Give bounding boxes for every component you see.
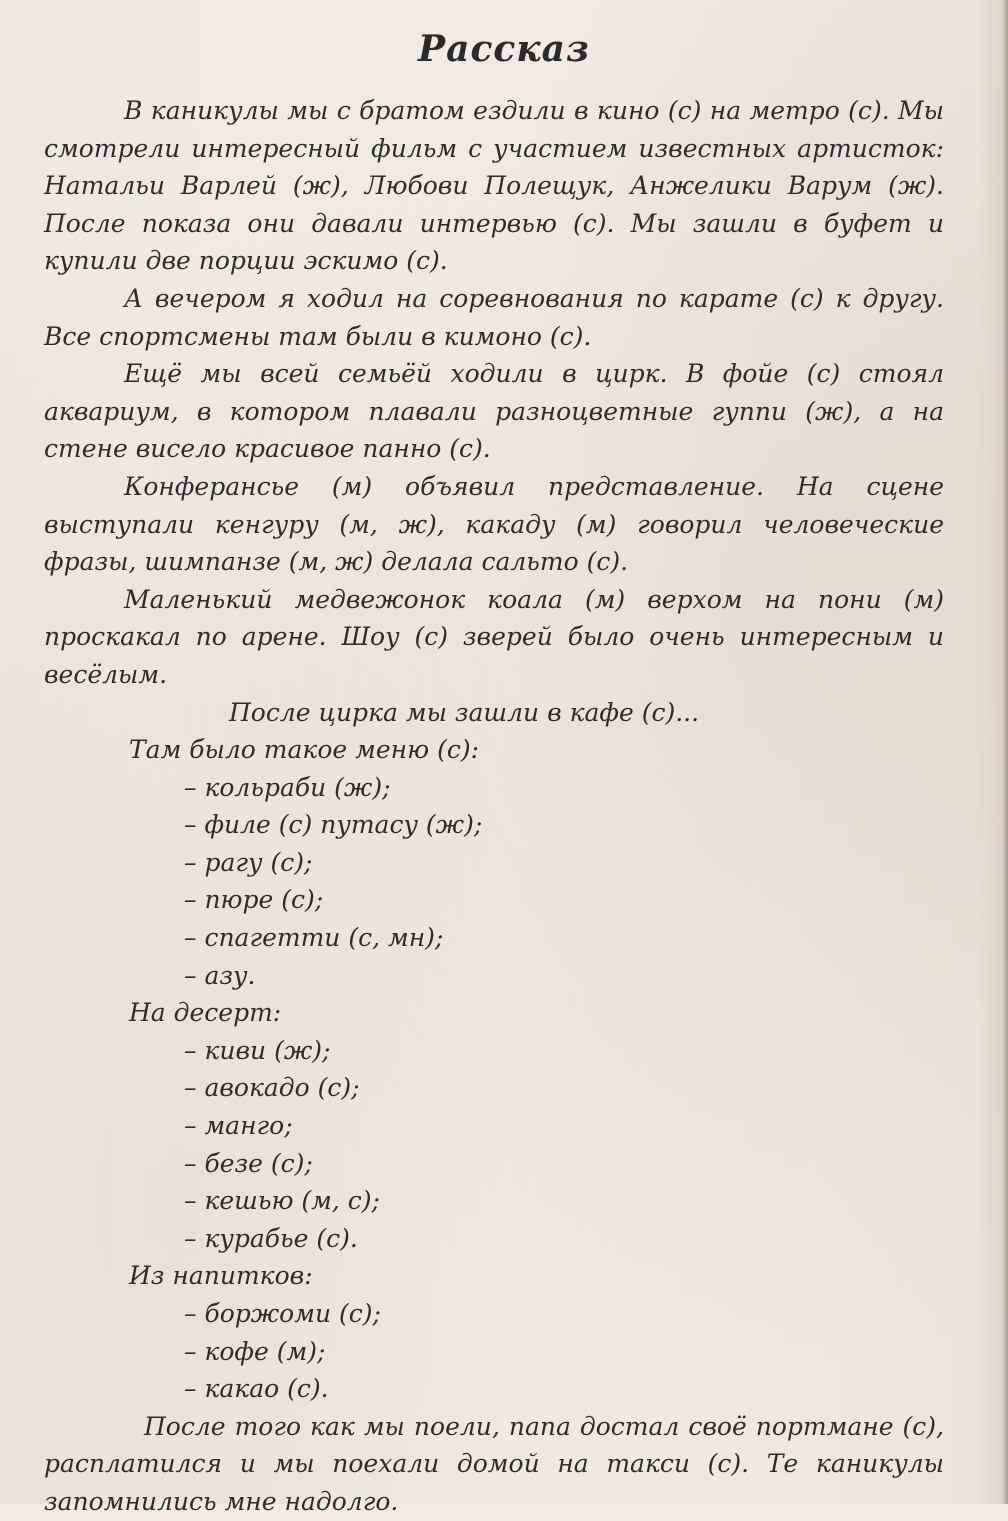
after-circus-line: После цирка мы зашли в кафе (с)... <box>229 697 700 727</box>
menu-item: – азу. <box>184 960 256 990</box>
paragraph-1: В каникулы мы с братом ездили в кино (с) на метро (с). Мы смотрели интересный фильм с участием известных артисток: Натальи Варлей (ж), Любови Полещук, Анжелики Варум (ж). После показа они давали интервью (с). Мы зашли в буфет и купили две порции эскимо (с). <box>44 96 944 276</box>
dessert-item: – кешью (м, с); <box>184 1186 380 1216</box>
paragraph-5: Маленький медвежонок коала (м) верхом на пони (м) проскакал по арене. Шоу (с) зверей было очень интересным и весёлым. <box>44 584 944 689</box>
menu-item: – кольраби (ж); <box>184 772 391 802</box>
drink-item: – кофе (м); <box>184 1336 326 1366</box>
dessert-item: – авокадо (с); <box>184 1073 360 1103</box>
dessert-item: – курабье (с). <box>184 1223 358 1253</box>
dessert-item: – манго; <box>184 1111 293 1141</box>
drink-item: – какао (с). <box>184 1374 329 1404</box>
paragraph-3: Ещё мы всей семьёй ходили в цирк. В фойе (с) стоял аквариум, в котором плавали разноцветные гуппи (ж), а на стене висело красивое панно (с). <box>44 359 944 464</box>
paragraph-2: А вечером я ходил на соревнования по карате (с) к другу. Все спортсмены там были в кимоно (с). <box>44 283 944 351</box>
story-text <box>44 92 944 1521</box>
paragraph-4: Конферансье (м) объявил представление. На сцене выступали кенгуру (м, ж), какаду (м) говорил человеческие фразы, шимпанзе (м, ж) делала сальто (с). <box>44 471 944 577</box>
menu-item: – спагетти (с, мн); <box>184 923 444 953</box>
menu-item: – пюре (с); <box>184 885 324 915</box>
drinks-label: Из напитков: <box>129 1261 313 1291</box>
page-edge-shadow <box>1002 0 1008 1504</box>
dessert-label: На десерт: <box>129 998 282 1028</box>
menu-label: Там было такое меню (с): <box>129 735 479 765</box>
final-paragraph: После того как мы поели, папа достал своё портмане (с), расплатился и мы поехали домой на такси (с). Те каникулы запомнились мне надолго. <box>44 1411 944 1516</box>
dessert-item: – киви (ж); <box>184 1035 331 1065</box>
page-title: Рассказ <box>418 28 590 70</box>
menu-item: – рагу (с); <box>184 847 313 877</box>
dessert-item: – безе (с); <box>184 1148 313 1178</box>
drink-item: – боржоми (с); <box>184 1299 381 1328</box>
menu-item: – филе (с) путасу (ж); <box>184 810 483 840</box>
